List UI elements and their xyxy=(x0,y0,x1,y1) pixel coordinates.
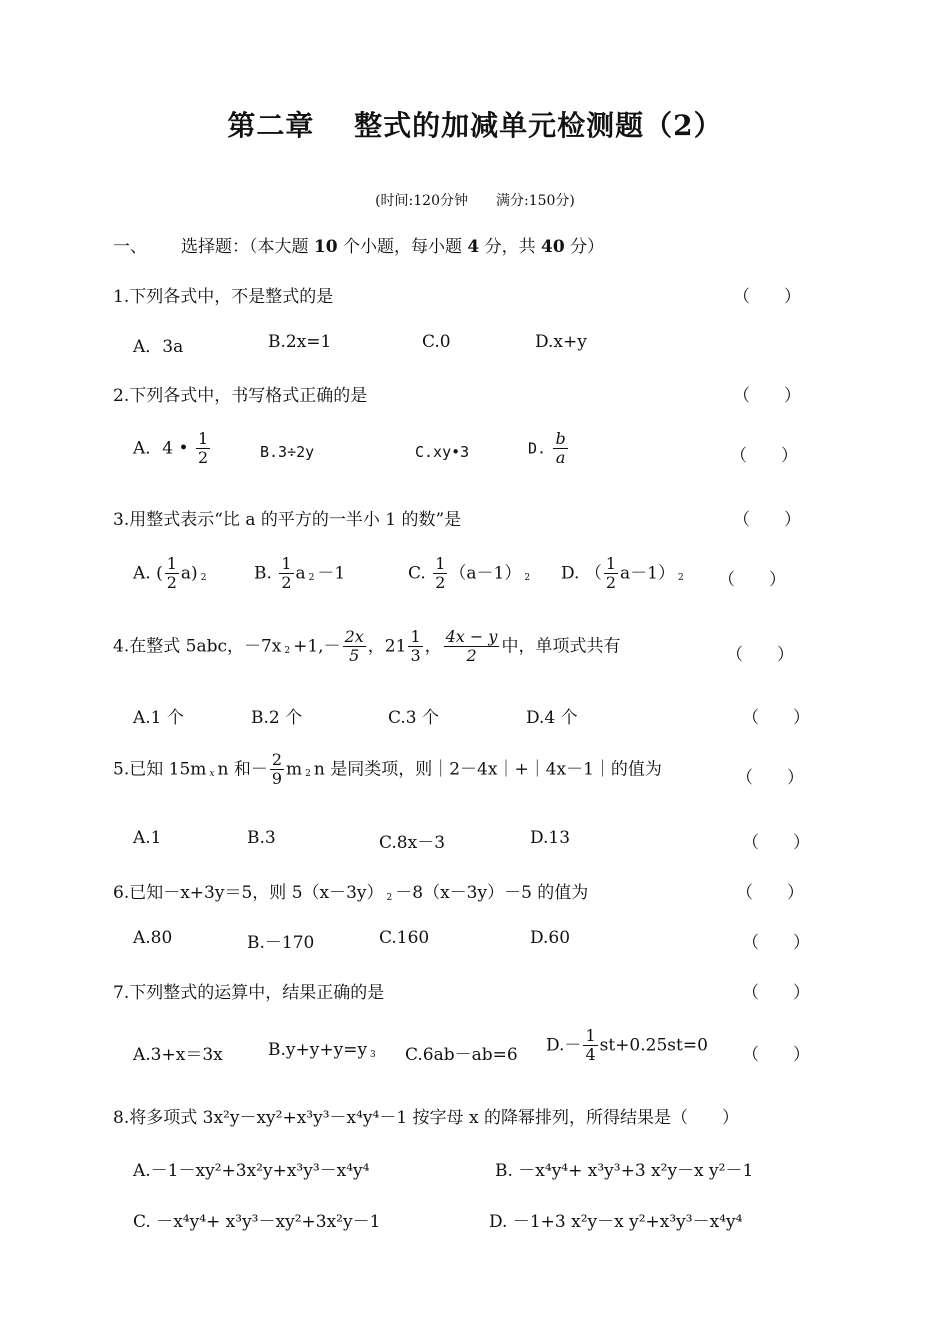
option-b xyxy=(268,1040,379,1060)
option-d xyxy=(561,555,687,593)
exponent: 2 xyxy=(524,573,531,584)
fraction xyxy=(196,430,210,468)
answer-bracket[interactable]: （ ） xyxy=(733,510,801,530)
exponent: 2 xyxy=(284,646,291,657)
answer-bracket[interactable]: （ ） xyxy=(742,1045,810,1065)
option-b: B.2x=1 xyxy=(268,332,332,352)
option-text: a) xyxy=(180,563,198,584)
option-a: A．3a xyxy=(133,337,184,357)
exponent: 2 xyxy=(677,573,684,584)
exponent: 2 xyxy=(308,573,315,584)
option-d: D. －1+3 x²y－x y²+x³y³－x⁴y⁴ xyxy=(489,1212,743,1232)
option-c xyxy=(408,555,533,593)
exponent: 2 xyxy=(305,769,311,780)
option-d xyxy=(528,430,570,468)
option-a xyxy=(133,555,209,593)
section-number: 一、 xyxy=(113,237,147,257)
option-c: C. －x⁴y⁴+ x³y³－xy²+3x²y－1 xyxy=(133,1212,381,1232)
numerator: 1 xyxy=(281,554,292,573)
option-text: D. xyxy=(528,439,547,458)
page-title: 第二章 整式的加减单元检测题（2） xyxy=(227,109,723,142)
denominator: 3 xyxy=(410,646,421,666)
question-stem: 7.下列整式的运算中，结果正确的是 xyxy=(113,983,385,1003)
option-text: a－1） xyxy=(620,563,675,584)
numerator: 1 xyxy=(197,429,209,448)
exponent: x xyxy=(209,769,215,780)
stem-text: ，21 xyxy=(367,636,407,657)
section-text: 个小题，每小题 xyxy=(337,237,468,257)
fraction xyxy=(279,555,293,593)
option-b: B. －x⁴y⁴+ x³y³+3 x²y－x y²－1 xyxy=(495,1161,754,1181)
section-text: 分） xyxy=(564,237,605,257)
option-text: B.y+y+y=y xyxy=(268,1040,368,1060)
stem-text: +1,－ xyxy=(293,636,341,657)
option-b: B.－170 xyxy=(247,933,315,953)
section-heading xyxy=(113,232,604,257)
option-d: D.x+y xyxy=(535,332,587,352)
stem-text: 4.在整式 5abc，－7x xyxy=(113,636,282,657)
question-stem xyxy=(113,628,620,666)
option-a: A.1 个 xyxy=(133,708,184,728)
option-d: D.13 xyxy=(530,828,571,848)
option-a: A.3+x＝3x xyxy=(133,1045,223,1065)
section-text: 分，共 xyxy=(479,237,542,257)
option-c: C.xy•3 xyxy=(415,443,470,461)
fraction xyxy=(433,555,447,593)
answer-bracket[interactable]: （ ） xyxy=(736,883,804,903)
question-stem: 8.将多项式 3x²y－xy²+x³y³－x⁴y⁴－1 按字母 x 的降幂排列，所得结果是（ ） xyxy=(113,1108,739,1128)
option-d xyxy=(546,1027,708,1065)
answer-bracket[interactable]: （ ） xyxy=(733,287,801,307)
answer-bracket[interactable]: （ ） xyxy=(742,983,810,1003)
question-stem: 2.下列各式中，书写格式正确的是 xyxy=(113,386,368,406)
numerator: 2x xyxy=(344,627,364,646)
denominator: 2 xyxy=(166,573,177,593)
option-b: B.3÷2y xyxy=(260,443,315,461)
numerator: 1 xyxy=(166,554,177,573)
numerator: b xyxy=(555,429,566,448)
answer-bracket[interactable]: （ ） xyxy=(718,570,786,590)
option-text: A．4 • xyxy=(133,438,189,459)
fraction xyxy=(343,628,366,666)
answer-bracket[interactable]: （ ） xyxy=(726,645,794,665)
exponent: 2 xyxy=(200,573,207,584)
option-text: D.－ xyxy=(546,1035,582,1056)
stem-text: 6.已知－x+3y＝5，则 5（x－3y） xyxy=(113,883,384,903)
denominator: 2 xyxy=(435,573,446,593)
option-c: C.0 xyxy=(422,332,451,352)
question-count: 10 xyxy=(313,237,338,257)
option-c: C.8x－3 xyxy=(379,833,446,853)
option-text: A. ( xyxy=(133,563,163,584)
numerator: 4x − y xyxy=(445,627,498,646)
question-stem: 3.用整式表示“比 a 的平方的一半小 1 的数”是 xyxy=(113,510,462,530)
question-stem: 1.下列各式中，不是整式的是 xyxy=(113,287,334,307)
numerator: 1 xyxy=(410,627,421,646)
stem-text: m xyxy=(286,759,303,780)
denominator: 4 xyxy=(585,1045,596,1065)
exponent: 2 xyxy=(386,893,393,903)
answer-bracket[interactable]: （ ） xyxy=(742,933,810,953)
option-a: A.1 xyxy=(133,828,162,848)
denominator: 2 xyxy=(281,573,292,593)
answer-bracket[interactable]: （ ） xyxy=(733,386,801,406)
denominator: 9 xyxy=(271,769,283,789)
option-b: B.2 个 xyxy=(251,708,303,728)
option-c: C.3 个 xyxy=(388,708,440,728)
exam-info: (时间:120分钟 满分:150分) xyxy=(375,193,575,209)
option-b: B.3 xyxy=(247,828,276,848)
points-each: 4 xyxy=(467,237,480,257)
option-text: st+0.25st=0 xyxy=(599,1035,708,1056)
denominator: a xyxy=(555,448,566,468)
option-text: a xyxy=(295,563,306,584)
stem-text: －8（x－3y）－5 的值为 xyxy=(395,883,589,903)
stem-text: ， xyxy=(424,636,442,657)
fraction xyxy=(444,628,500,666)
numerator: 1 xyxy=(605,554,617,573)
option-text: －1 xyxy=(317,563,346,584)
question-stem xyxy=(113,878,588,903)
stem-text: 5.已知 15m xyxy=(113,759,207,780)
points-total: 40 xyxy=(541,237,565,257)
option-d: D.60 xyxy=(530,928,571,948)
exponent: 3 xyxy=(370,1050,376,1060)
question-stem xyxy=(113,751,662,789)
fraction xyxy=(583,1027,597,1065)
denominator: 2 xyxy=(197,448,209,468)
option-c: C.160 xyxy=(379,928,430,948)
answer-bracket[interactable]: （ ） xyxy=(736,768,804,788)
option-a: A.80 xyxy=(133,928,173,948)
numerator: 1 xyxy=(435,554,446,573)
stem-text: n 是同类项，则｜2－4x｜+｜4x－1｜的值为 xyxy=(313,759,662,780)
denominator: 2 xyxy=(605,573,617,593)
numerator: 1 xyxy=(585,1026,596,1045)
option-text: B. xyxy=(254,563,272,584)
stem-text: n 和－ xyxy=(217,759,268,780)
option-a xyxy=(133,430,212,468)
fraction xyxy=(165,555,179,593)
option-c: C.6ab－ab=6 xyxy=(405,1045,518,1065)
fraction xyxy=(553,430,567,468)
answer-bracket[interactable]: （ ） xyxy=(730,446,798,466)
option-a: A.－1－xy²+3x²y+x³y³－x⁴y⁴ xyxy=(133,1161,370,1181)
option-text: D. （ xyxy=(561,563,602,584)
option-text: C. xyxy=(408,563,426,584)
numerator: 2 xyxy=(271,750,283,769)
fraction xyxy=(408,628,422,666)
answer-bracket[interactable]: （ ） xyxy=(742,708,810,728)
answer-bracket[interactable]: （ ） xyxy=(742,833,810,853)
fraction xyxy=(270,751,284,789)
section-text: 选择题：（本大题 xyxy=(181,237,314,257)
denominator: 5 xyxy=(349,646,360,666)
stem-text: 中，单项式共有 xyxy=(501,636,621,657)
option-b xyxy=(254,555,345,593)
denominator: 2 xyxy=(466,646,477,666)
option-text: （a－1） xyxy=(449,563,522,584)
fraction xyxy=(604,555,618,593)
option-d: D.4 个 xyxy=(526,708,578,728)
